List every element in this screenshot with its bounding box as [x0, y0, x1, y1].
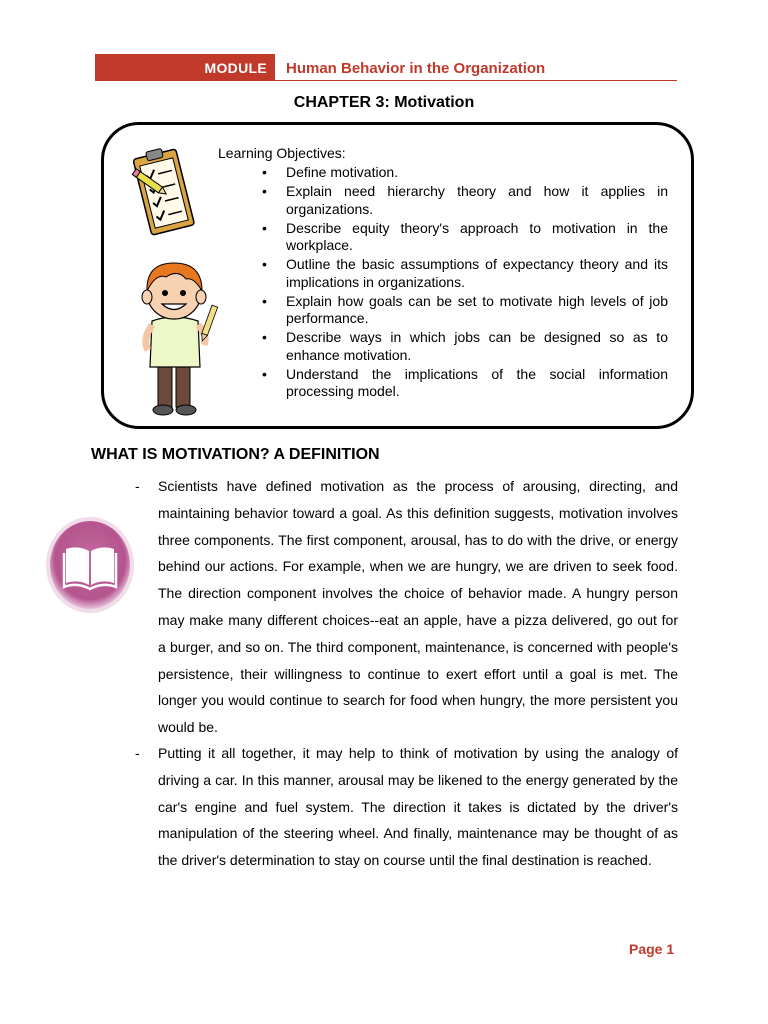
module-label: MODULE [95, 54, 275, 81]
course-title: Human Behavior in the Organization [286, 60, 546, 77]
paragraph-text: Scientists have defined motivation as the process of arousing, directing, and maintaining behavior toward a goal. As this definition suggests, motivation involves three components. The first component, arousal, has to do with the drive, or energy behind our actions. For example, when we are hungry, we are driven to seek food. The direction component involves the choice of behavior made. A hungry person may make many different choices--eat an apple, have a pizza delivered, go out for a burger, and so on. The third component, maintenance, is concerned with people's persistence, their willingness to continue to exert effort until a goal is met. The longer you would continue to search for food when hungry, the more persistent you would be. [158, 478, 678, 736]
bullet-dash: - [135, 745, 140, 761]
learning-objectives-list [258, 164, 668, 402]
objective-item: • Explain how goals can be set to motivate high levels of job performance. [258, 293, 668, 328]
page-number: Page 1 [629, 941, 675, 957]
definition-paragraph-1 [135, 473, 678, 741]
objective-item: • Define motivation. [258, 164, 668, 182]
definition-paragraph-2 [135, 740, 678, 874]
bullet-dash: - [135, 478, 140, 494]
header-divider [275, 80, 677, 81]
open-book-icon [44, 515, 136, 615]
objective-item: • Describe ways in which jobs can be designed so as to enhance motivation. [258, 329, 668, 364]
paragraph-text: Putting it all together, it may help to think of motivation by using the analogy of driving a car. In this manner, arousal may be likened to the energy generated by the car's engine and fuel system. The direction it takes is dictated by the driver's manipulation of the steering wheel. And finally, maintenance may be thought of as the driver's determination to stay on course until the final destination is reached. [158, 745, 678, 869]
boy-with-pencil-illustration [136, 255, 221, 420]
objective-item: • Explain need hierarchy theory and how it applies in organizations. [258, 183, 668, 218]
section-heading: WHAT IS MOTIVATION? A DEFINITION [91, 446, 380, 463]
learning-objectives-heading: Learning Objectives: [218, 145, 346, 161]
objective-item: • Outline the basic assumptions of expectancy theory and its implications in organizations. [258, 256, 668, 291]
objective-item: • Understand the implications of the social information processing model. [258, 366, 668, 401]
chapter-title: CHAPTER 3: Motivation [293, 94, 475, 111]
objective-item: • Describe equity theory's approach to motivation in the workplace. [258, 220, 668, 255]
clipboard-checklist-icon [128, 145, 200, 241]
